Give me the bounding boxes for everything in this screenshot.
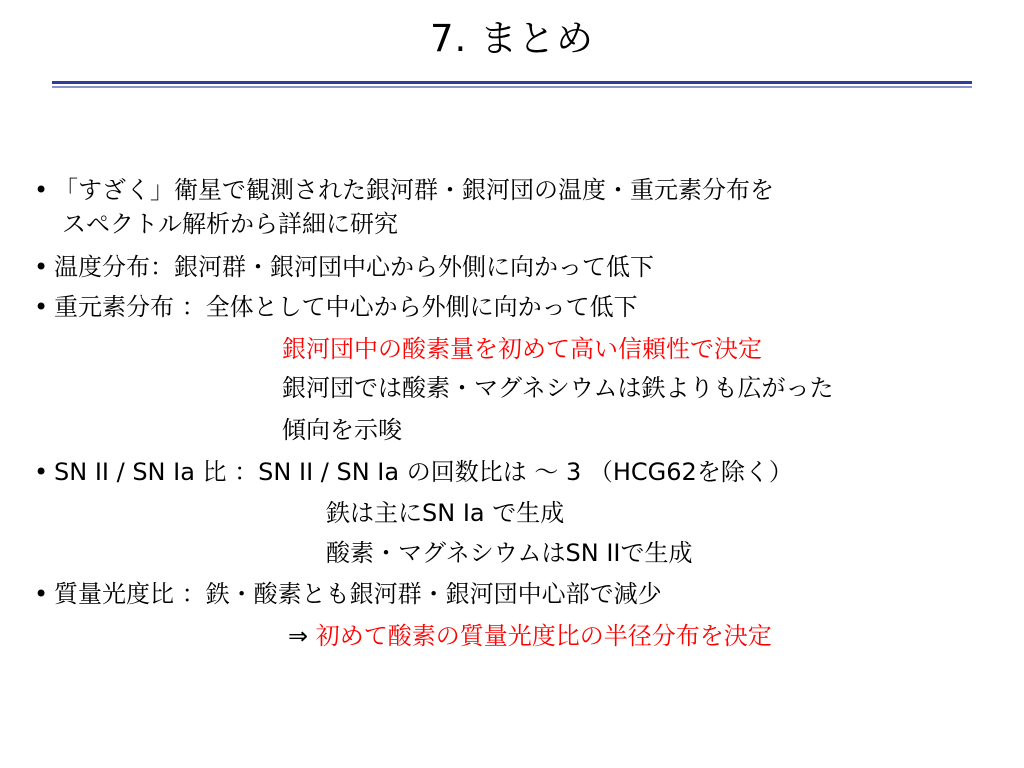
summary-line-oxygen-source: 酸素・マグネシウムはSN IIで生成 [326,539,693,567]
title-divider [52,81,972,84]
title-divider-secondary [52,86,972,88]
summary-line-temperature: 温度分布：銀河群・銀河団中心から外側に向かって低下 [54,253,654,281]
summary-line-iron-source: 鉄は主にSN Ia で生成 [326,499,565,527]
summary-line-sn-ratio: SN II / SN Ia 比 ：SN II / SN Ia の回数比は ～ 3 （HCG62を除く） [54,458,793,486]
summary-line-oxygen-magnesium: 銀河団では酸素・マグネシウムは鉄よりも広がった [282,374,834,402]
summary-line-suggestion: 傾向を示唆 [282,416,402,444]
bullet-icon: • [34,458,49,486]
summary-line-mass-light-ratio: 質量光度比 ：鉄・酸素とも銀河群・銀河団中心部で減少 [54,580,662,608]
bullet-icon: • [34,580,49,608]
summary-line-spectral-analysis: スペクトル解析から詳細に研究 [62,210,398,238]
bullet-icon: • [34,293,49,321]
summary-line-satellite-study: 「すざく」衛星で観測された銀河群・銀河団の温度・重元素分布を [54,176,774,204]
implies-arrow-icon: ⇒ [288,622,309,650]
highlight-mass-light-profile: 初めて酸素の質量光度比の半径分布を決定 [315,622,772,650]
highlight-oxygen-determination: 銀河団中の酸素量を初めて高い信頼性で決定 [282,335,762,363]
bullet-icon: • [34,176,49,204]
conclusion-line [288,619,772,653]
slide-title: 7. まとめ [429,17,595,60]
summary-line-metal-distribution: 重元素分布 ：全体として中心から外側に向かって低下 [54,293,638,321]
bullet-icon: • [34,253,49,281]
